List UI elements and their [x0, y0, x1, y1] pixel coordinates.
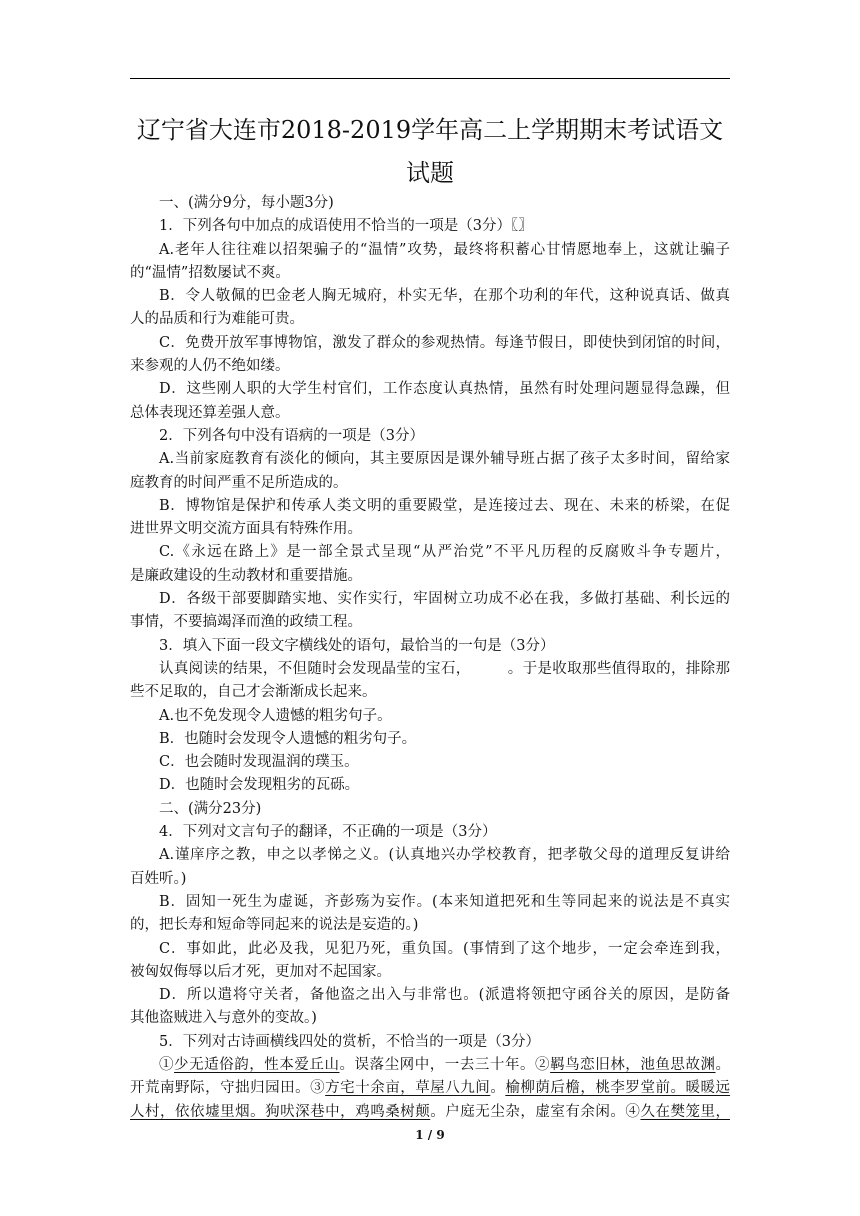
underlined-phrase: 方宅十余亩，草屋八九间	[325, 1080, 491, 1097]
document-title: 辽宁省大连市2018-2019学年高二上学期期末考试语文	[136, 116, 724, 144]
text-line: 来参观的人仍不绝如缕。	[130, 358, 290, 375]
text-line: 5．下列对古诗画横线四处的赏析，不恰当的一项是（3分）	[159, 1033, 540, 1050]
text-line: 其他盗贼进入与意外的变故。)	[130, 1010, 317, 1027]
underlined-phrase: 榆柳荫后檐，桃李罗堂前。暖暖远	[505, 1080, 730, 1097]
text-line: D．所以遣将守关者，备他盗之出入与非常也。(派遣将领把守函谷关的原因，是防备	[159, 987, 730, 1004]
poem-text: ①	[159, 1056, 175, 1073]
text-line: 一、(满分9分，每小题3分)	[159, 195, 334, 211]
text-line: B．博物馆是保护和传承人类文明的重要殿堂，是连接过去、现在、未来的桥梁，在促	[159, 497, 730, 514]
poem-line-1	[130, 1054, 730, 1077]
text-line: 1．下列各句中加点的成语使用不恰当的一项是（3分）〖〗	[159, 218, 533, 235]
text-line: 事情，不要搞竭泽而渔的政绩工程。	[130, 614, 362, 631]
text-line: A.也不免发现令人遗憾的粗劣句子。	[159, 707, 392, 724]
text-line: 认真阅读的结果，不但随时会发现晶莹的宝石， 。于是收取那些值得取的，排除那	[159, 660, 730, 677]
text-line: 2．下列各句中没有语病的一项是（3分）	[159, 427, 424, 444]
text-line: A.老年人往往难以招架骗子的“温情”攻势，最终将积蓄心甘情愿地奉上，这就让骗子	[159, 241, 730, 258]
text-line: B．固知一死生为虚诞，齐彭殇为妄作。(本来知道把死和生等同起来的说法是不真实	[159, 893, 730, 910]
poem-text: 。	[490, 1080, 506, 1097]
text-line: B．也随时会发现令人遗憾的粗劣句子。	[159, 730, 417, 747]
text-line: 4．下列对文言句子的翻译，不正确的一项是（3分）	[159, 824, 497, 841]
poem-text: 。误落尘网中，一去三十年。②	[339, 1056, 551, 1073]
text-line: 是廉政建设的生动教材和重要措施。	[130, 567, 362, 584]
text-line: B．令人敬佩的巴金老人胸无城府，朴实无华，在那个功利的年代，这种说真话、做真	[159, 288, 730, 305]
page-number: 1 / 9	[415, 1128, 445, 1142]
text-line: 的“温情”招数屡试不爽。	[130, 264, 290, 281]
poem-line-2	[130, 1077, 730, 1100]
text-line: A.谨庠序之教，申之以孝悌之义。(认真地兴办学校教育，把孝敬父母的道理反复讲给	[159, 847, 730, 864]
underlined-phrase: 久在樊笼里，	[640, 1103, 730, 1120]
text-line: 被匈奴侮辱以后才死，更加对不起国家。	[130, 963, 391, 980]
text-line: 百姓听。)	[130, 870, 187, 887]
text-line: D．各级干部要脚踏实地、实作实行，牢固树立功成不必在我，多做打基础、利长远的	[159, 591, 730, 608]
poem-line-3	[130, 1101, 730, 1124]
underlined-phrase: 羁鸟恋旧林，池鱼思故渊	[550, 1056, 716, 1073]
underlined-phrase: 少无适俗韵，性本爱丘山	[174, 1056, 340, 1073]
text-line: D．也随时会发现粗劣的瓦砾。	[159, 777, 360, 794]
text-line: D．这些刚人职的大学生村官们，工作态度认真热情，虽然有时处理问题显得急躁，但	[159, 381, 730, 398]
text-line: 的，把长寿和短命等同起来的说法是妄造的。)	[130, 917, 419, 934]
underlined-phrase: 人村，依依墟里烟。狗吠深巷中，鸡鸣桑树颠	[130, 1103, 431, 1120]
text-line: C．也会随时发现温润的璞玉。	[159, 754, 359, 771]
text-line: 3．填入下面一段文字横线处的语句，最恰当的一句是（3分）	[159, 637, 555, 654]
text-line: 进世界文明交流方面具有特殊作用。	[130, 521, 362, 538]
text-line: 总体表现还算差强人意。	[130, 404, 290, 421]
text-line: C．事如此，此必及我，见犯乃死，重负国。(事情到了这个地步，一定会牵连到我，	[159, 940, 730, 957]
text-line: A.当前家庭教育有淡化的倾向，其主要原因是课外辅导班占据了孩子太多时间，留给家	[159, 451, 730, 468]
poem-text: 。户庭无尘杂，虚室有余闲。④	[430, 1103, 641, 1120]
text-line: 些不足取的，自己才会渐渐成长起来。	[130, 684, 377, 701]
text-line: C.《永远在路上》是一部全景式呈现“从严治党”不平凡历程的反腐败斗争专题片，	[159, 544, 730, 561]
poem-text: 开荒南野际，守拙归园田。③	[130, 1080, 326, 1097]
document-title-continued: 试题	[406, 159, 454, 187]
text-line: C．免费开放军事博物馆，激发了群众的参观热情。每逢节假日，即使快到闭馆的时间，	[159, 334, 730, 351]
text-line: 人的品质和行为难能可贵。	[130, 311, 304, 328]
poem-text: 。	[715, 1056, 730, 1073]
document-body	[130, 192, 730, 1124]
text-lines	[130, 192, 730, 1054]
text-line: 二、(满分23分)	[159, 800, 262, 817]
header-rule	[130, 78, 730, 79]
text-line: 庭教育的时间严重不足所造成的。	[130, 474, 348, 491]
